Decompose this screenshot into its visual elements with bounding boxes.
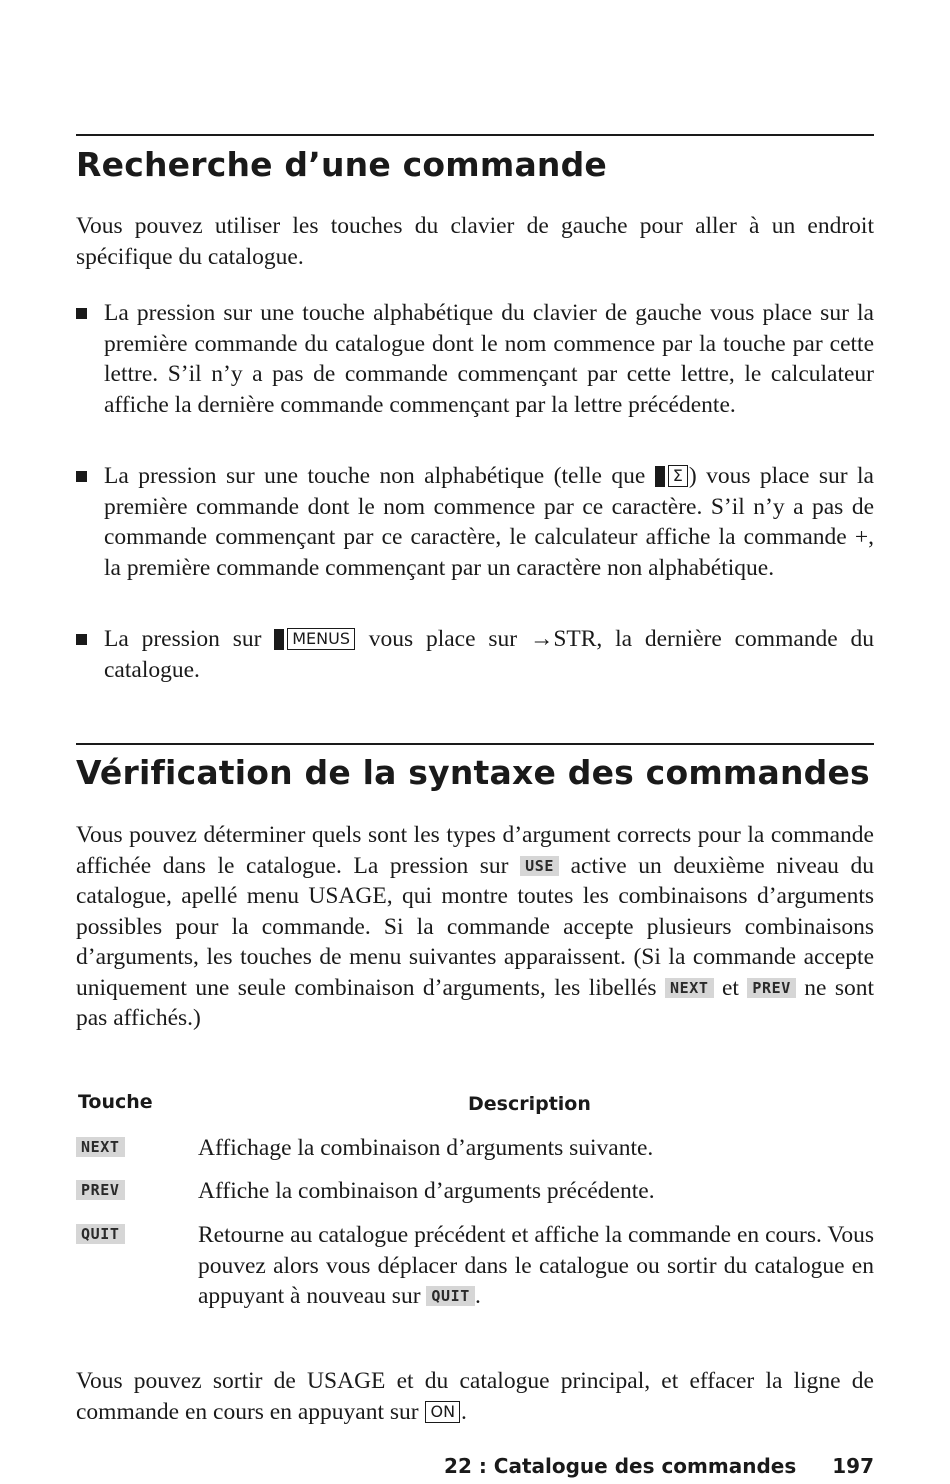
- exit-text-end: .: [461, 1398, 467, 1425]
- bullet-text: La pression sur une touche alphabétique du clavier de gauche vous place sur la première commande du catalogue dont le nom commence par la touche par cette lettre. S’il n’y a pas de commande commençant par cette lettre, le calculateur affiche la dernière commande commençant par la lettre précédente.: [104, 300, 874, 418]
- row-description-end: .: [474, 1283, 481, 1309]
- menus-key: MENUS: [287, 628, 355, 650]
- row-description: [198, 1220, 874, 1312]
- usage-text-and: et: [721, 974, 739, 1001]
- row-description: Affichage la combinaison d’arguments suivante.: [198, 1135, 654, 1161]
- usage-paragraph: [76, 820, 874, 1034]
- shift-key-icon: [274, 629, 284, 650]
- page-number: 197: [832, 1454, 874, 1478]
- bullet-text-start: La pression sur une touche non alphabétique (telle que: [104, 463, 646, 489]
- quit-menu-key: QUIT: [76, 1224, 125, 1244]
- section-rule: [76, 743, 874, 745]
- prev-menu-key: PREV: [76, 1180, 125, 1200]
- page-footer: [76, 1454, 874, 1478]
- exit-text: Vous pouvez sortir de USAGE et du catalogue principal, et effacer la ligne de commande en cours en appuyant sur: [76, 1368, 874, 1425]
- quit-menu-key-inline: QUIT: [426, 1286, 475, 1306]
- bullet-text: [104, 624, 874, 685]
- bullet-text: [104, 461, 874, 583]
- next-menu-key: NEXT: [665, 978, 714, 998]
- next-menu-key: NEXT: [76, 1137, 125, 1157]
- usage-text-start: Vous pouvez déterminer quels sont les types d’argument corrects pour la commande affichée dans le catalogue. La pression sur: [76, 822, 874, 879]
- exit-paragraph: [76, 1366, 874, 1427]
- bullet-square-icon: [76, 634, 87, 645]
- row-description: Affiche la combinaison d’arguments précédente.: [198, 1178, 655, 1204]
- usage-text-middle: active un deuxième niveau du catalogue, apellé menu USAGE, qui montre toutes les combinaisons d’arguments possibles pour la commande. Si la commande accepte plusieurs combinaisons d’arguments, les touches de menu suivantes apparaissent. (Si la commande accepte uniquement une seule combinaison d’arguments, les libellés: [76, 852, 875, 1001]
- bullet-square-icon: [76, 308, 87, 319]
- intro-paragraph: Vous pouvez utiliser les touches du clavier de gauche pour aller à un endroit spécifique du catalogue.: [76, 213, 874, 270]
- bullet-text-end: vous place sur →STR, la dernière commande du catalogue.: [104, 626, 874, 683]
- usage-text-end: ne sont pas affichés.): [76, 974, 875, 1031]
- table-header-key: Touche: [78, 1091, 153, 1113]
- section-title: Vérification de la syntaxe des commandes: [76, 753, 870, 792]
- prev-menu-key: PREV: [747, 978, 796, 998]
- bullet-text-start: La pression sur: [104, 626, 262, 652]
- on-key: ON: [425, 1401, 460, 1423]
- table-header-description: Description: [468, 1093, 591, 1115]
- sigma-key: Σ: [668, 465, 688, 487]
- bullet-square-icon: [76, 471, 87, 482]
- footer-chapter: 22 : Catalogue des commandes: [444, 1454, 797, 1478]
- bullet-text-end: ) vous place sur la première commande dont le nom commence par ce caractère. S’il n’y a pas de commande commençant par ce caractère, le calculateur affiche la commande +, la première commande commençant par un caractère non alphabétique.: [104, 463, 874, 581]
- section-rule: [76, 134, 874, 136]
- shift-key-icon: [655, 466, 665, 487]
- row-description-text: Retourne au catalogue précédent et affiche la commande en cours. Vous pouvez alors vous déplacer dans le catalogue ou sortir du catalogue en appuyant à nouveau sur: [198, 1222, 874, 1309]
- use-menu-key: USE: [520, 856, 559, 876]
- section-title: Recherche d’une commande: [76, 145, 608, 184]
